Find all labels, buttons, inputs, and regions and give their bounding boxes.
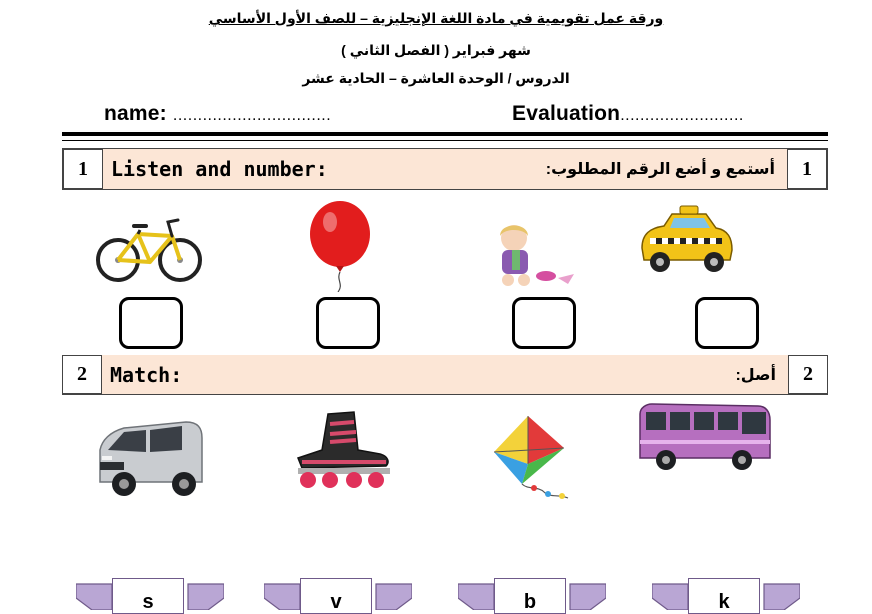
header-divider-thin xyxy=(62,140,828,141)
worksheet-month: شهر فبراير ( الفصل الثاني ) xyxy=(341,42,531,58)
bicycle-image xyxy=(94,212,204,286)
letter-tag[interactable]: k xyxy=(688,578,760,614)
section2-title-en: Match: xyxy=(110,362,183,387)
bus-image xyxy=(636,402,772,474)
kite-image xyxy=(488,412,580,502)
evaluation-dots: ......................... xyxy=(620,107,744,124)
name-dots: ................................ xyxy=(172,107,332,124)
doll-image xyxy=(494,220,580,290)
section1-title-ar: أستمع و أضع الرقم المطلوب: xyxy=(545,161,775,178)
answer-box-taxi[interactable] xyxy=(695,297,759,349)
letter-ribbon-s xyxy=(76,578,224,613)
roller-skate-image xyxy=(282,410,394,490)
section1-title-en: Listen and number: xyxy=(111,157,328,181)
answer-box-balloon[interactable] xyxy=(316,297,380,349)
section1-number-right: 1 xyxy=(787,149,827,189)
header-divider-thick xyxy=(62,132,828,136)
letter-ribbon-v xyxy=(264,578,412,613)
worksheet-title: ورقة عمل تقويمية في مادة اللغة الإنجليزية – للصف الأول الأساسي xyxy=(208,10,664,26)
section2-number-right: 2 xyxy=(788,355,828,394)
section2-bar xyxy=(62,355,828,395)
balloon-image xyxy=(302,200,380,292)
section1-bar xyxy=(62,148,828,190)
letter-tag[interactable]: b xyxy=(494,578,566,614)
name-field[interactable] xyxy=(104,102,331,126)
section2-number-left: 2 xyxy=(62,355,102,394)
letter-ribbon-k xyxy=(652,578,800,613)
evaluation-field[interactable] xyxy=(512,102,744,126)
letter-ribbon-b xyxy=(458,578,606,613)
answer-box-doll[interactable] xyxy=(512,297,576,349)
van-image xyxy=(94,416,206,500)
worksheet-units: الدروس / الوحدة العاشرة – الحادية عشر xyxy=(302,70,570,86)
taxi-image xyxy=(636,204,736,276)
letter-tag[interactable]: s xyxy=(112,578,184,614)
section1-number-left: 1 xyxy=(63,149,103,189)
section2-title-ar: أصل: xyxy=(735,366,776,384)
letter-tag[interactable]: v xyxy=(300,578,372,614)
evaluation-label: Evaluation xyxy=(512,102,621,125)
answer-box-bicycle[interactable] xyxy=(119,297,183,349)
name-label: name: xyxy=(104,102,167,125)
